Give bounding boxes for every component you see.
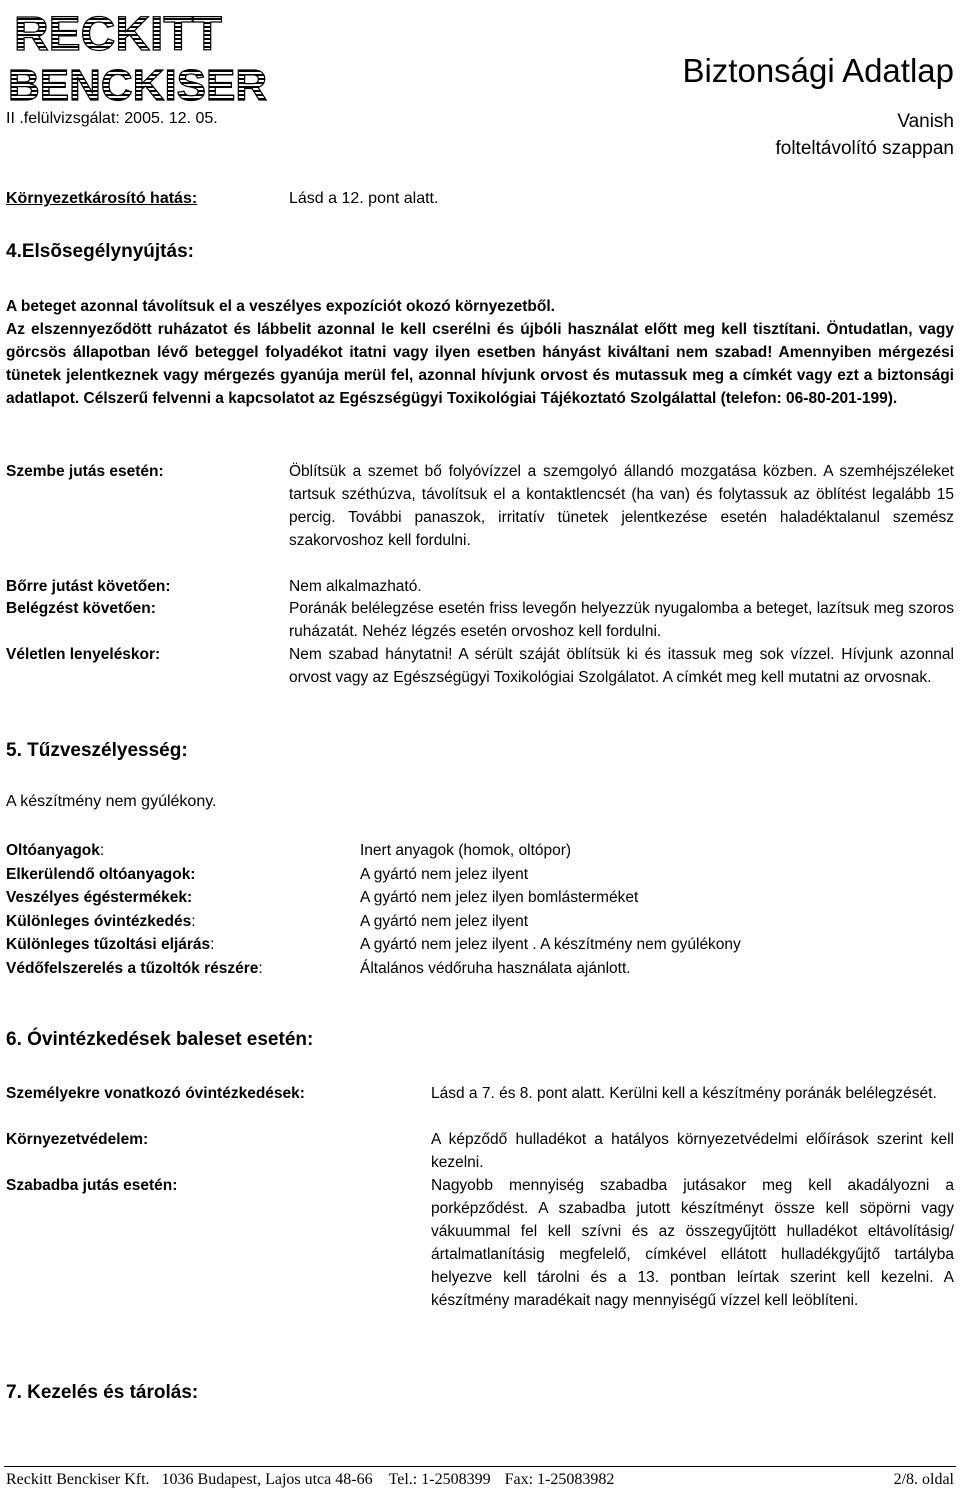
footer-divider (4, 1466, 956, 1467)
footer-company: Reckitt Benckiser Kft. (6, 1471, 150, 1488)
fire-label-row (6, 839, 263, 863)
fire-label-row (6, 933, 263, 957)
fire-label-row (6, 886, 263, 910)
section-5-intro: A készítmény nem gyúlékony. (6, 793, 217, 810)
fire-label-colon: : (191, 912, 196, 930)
fire-value-extinguishers: Inert anyagok (homok, oltópor) (360, 842, 572, 859)
accident-label-environment: Környezetvédelem: (6, 1131, 149, 1148)
fire-value-procedure: A gyártó nem jelez ilyent . A készítmény nem gyúlékony (360, 936, 741, 953)
section-4-intro-paragraph: Az elszennyeződött ruházatot és lábbelit azonnal le kell cserélni és újbóli használat előtt meg kell tisztítani. Öntudatlan, vagy görcsös állapotban lévő beteggel folyadékot itatni vagy ilyen esetben hányást kiváltani nem szabad! Amennyiben mérgezési tünetek jelentkeznek vagy mérgezés gyanúja merül fel, azonnal hívjunk orvost és mutassuk meg a címkét vagy ezt a biztonsági adatlapot. Célszerű felvenni a kapcsolatot az Egészségügyi Toxikológiai Tájékoztató Szolgálattal (telefon: 06-80-201-199). (6, 321, 954, 407)
fire-label-colon: : (210, 936, 215, 953)
fire-label-avoid: Elkerülendő oltóanyagok: (6, 865, 196, 883)
footer-tel: Tel.: 1-2508399 (388, 1471, 491, 1488)
page-footer (6, 1471, 954, 1489)
fire-value-avoid: A gyártó nem jelez ilyent (360, 865, 529, 883)
fire-label-procedure: Különleges tűzoltási eljárás (6, 936, 211, 953)
env-label: Környezetkárosító hatás: (6, 190, 198, 207)
product-description: folteltávolító szappan (775, 138, 954, 159)
first-aid-label-eye: Szembe jutás esetén: (6, 463, 164, 480)
footer-fax: Fax: 1-25083982 (504, 1471, 615, 1488)
accident-value-release: Nagyobb mennyiség szabadba jutásakor meg kell akadályozni a porképződést. A szabadba jutott készítményt össze kell söpörni vagy vákuummal fel kell szívni és az összegyűjtött hulladékot eltávolításig/ártalmatlanításig megfelelő, címkével ellátott hulladékgyűjtő tartályba helyezve kell tárolni és a 13. pontban leírtak szerint kell kezelni. A készítmény maradékait nagy mennyiségű vízzel kell leöblíteni. (431, 1177, 954, 1309)
section-4-intro (6, 295, 954, 410)
logo-text-top: RECKITT (14, 8, 222, 61)
accident-value-personal: Lásd a 7. és 8. pont alatt. Kerülni kell a készítmény poránák belélegzését. (431, 1085, 937, 1102)
company-logo (6, 6, 288, 106)
accident-label-release: Szabadba jutás esetén: (6, 1177, 178, 1194)
first-aid-label-inhalation: Belégzést követően: (6, 600, 156, 617)
fire-label-row (6, 863, 263, 887)
fire-label-extinguishers: Oltóanyagok (6, 842, 100, 859)
section-7-title: 7. Kezelés és tárolás: (6, 1382, 199, 1403)
env-value: Lásd a 12. pont alatt. (289, 190, 439, 207)
fire-values (360, 839, 741, 980)
first-aid-value-inhalation: Poránák belélegzése esetén friss levegőn helyezzük nyugalomba a beteget, lazítsuk meg szoros ruházatát. Nehéz légzés esetén orvoshoz kell fordulni. (289, 600, 954, 640)
fire-label-combustion: Veszélyes égéstermékek: (6, 889, 193, 906)
fire-label-colon: : (99, 842, 105, 859)
first-aid-value-skin: Nem alkalmazható. (289, 578, 422, 595)
fire-label-colon: : (258, 959, 263, 977)
fire-labels (6, 839, 263, 980)
section-5-title: 5. Tűzveszélyesség: (6, 740, 188, 761)
first-aid-value-eye: Öblítsük a szemet bő folyóvízzel a szemgolyó állandó mozgatása közben. A szemhéjszéleket tartsuk széthúzva, távolítsuk el a kontaktlencsét (ha van) és folytassuk az öblítést legalább 15 percig. További panaszok, irritatív tünetek jelentkezése esetén haladéktalanul szemész szakorvoshoz kell fordulni. (289, 463, 954, 549)
revision-date: II .felülvizsgálat: 2005. 12. 05. (6, 110, 218, 127)
fire-label-row (6, 910, 263, 934)
first-aid-value-ingestion: Nem szabad hánytatni! A sérült száját öblítsük ki és itassuk meg sok vízzel. Hívjunk azonnal orvost vagy az Egészségügyi Toxikológiai Szolgálatot. A címkét meg kell mutatni az orvosnak. (289, 646, 954, 686)
fire-label-precaution: Különleges óvintézkedés (6, 912, 192, 930)
first-aid-label-skin: Bőrre jutást követően: (6, 578, 171, 595)
footer-page-number: 2/8. oldal (893, 1471, 954, 1488)
document-title: Biztonsági Adatlap (682, 52, 954, 89)
product-name: Vanish (897, 111, 954, 132)
fire-label-row (6, 957, 263, 981)
logo-graphic (6, 6, 288, 106)
fire-label-equipment: Védőfelszerelés a tűzoltók részére (6, 959, 259, 977)
footer-address: 1036 Budapest, Lajos utca 48-66 (161, 1471, 373, 1488)
logo-text-bottom: BENCKISER (8, 61, 268, 106)
product-info (775, 108, 954, 162)
fire-value-equipment: Általános védőruha használata ajánlott. (360, 959, 631, 977)
section-4-title: 4.Elsõsegélynyújtás: (6, 241, 194, 262)
fire-value-precaution: A gyártó nem jelez ilyent (360, 912, 529, 930)
accident-label-personal: Személyekre vonatkozó óvintézkedések: (6, 1085, 305, 1102)
accident-value-environment: A képződő hulladékot a hatályos környezetvédelmi előírások szerint kell kezelni. (431, 1131, 954, 1171)
fire-value-combustion: A gyártó nem jelez ilyen bomlásterméket (360, 889, 639, 906)
section-6-title: 6. Óvintézkedések baleset esetén: (6, 1029, 314, 1050)
first-aid-label-ingestion: Véletlen lenyeléskor: (6, 646, 161, 663)
section-4-intro-line: A beteget azonnal távolítsuk el a veszélyes expozíciót okozó környezetből. (6, 298, 555, 315)
